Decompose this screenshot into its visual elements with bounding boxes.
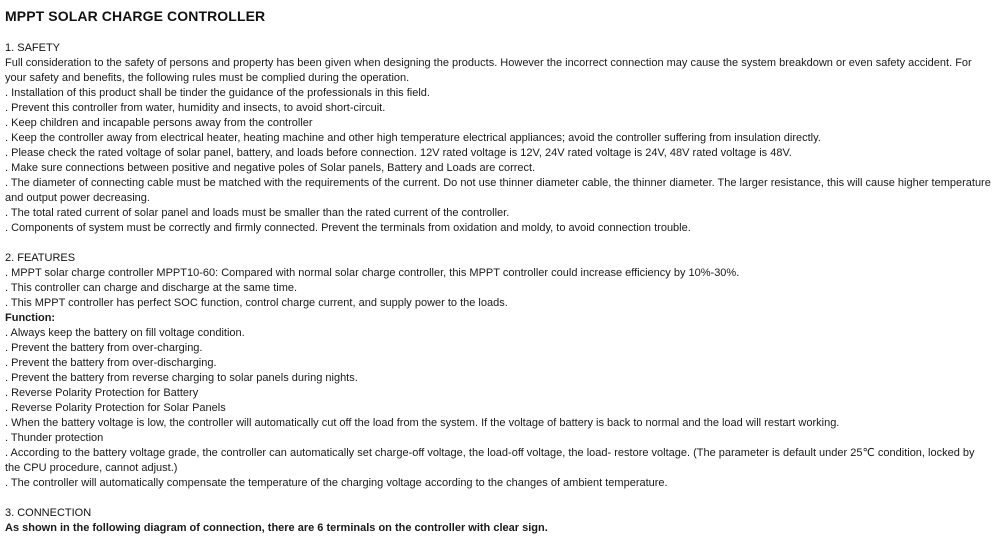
function-item: . According to the battery voltage grade, the controller can automatically set charge-off voltage, the load-off voltage, the load- restore voltage. (The parameter is default under 25℃ condition, locked by the CPU procedure, cannot adjust.) [5, 447, 975, 474]
section-gap [5, 236, 1000, 251]
safety-rule: . Please check the rated voltage of solar panel, battery, and loads before connection. 12V rated voltage is 12V, 24V rated voltage is 24V, 48V rated voltage is 48V. [5, 147, 792, 159]
section-gap [5, 491, 1000, 506]
function-item: . Reverse Polarity Protection for Solar Panels [5, 402, 226, 414]
function-item: . Prevent the battery from over-discharging. [5, 357, 217, 369]
safety-rule: . Make sure connections between positive and negative poles of Solar panels, Battery and Loads are correct. [5, 162, 536, 174]
safety-rule: . Keep the controller away from electrical heater, heating machine and other high temperature electrical appliances; avoid the controller suffering from insulation directly. [5, 132, 821, 144]
section-heading-features: 2. FEATURES [5, 252, 76, 264]
safety-intro: Full consideration to the safety of persons and property has been given when designing the products. However the incorrect connection may cause the system breakdown or even safety accident. For your safety and benefits, the following rules must be complied during the operation. [5, 57, 972, 84]
document-title: MPPT SOLAR CHARGE CONTROLLER [5, 8, 266, 24]
function-item: . Reverse Polarity Protection for Battery [5, 387, 199, 399]
section-features [5, 251, 1000, 491]
function-item: . When the battery voltage is low, the controller will automatically cut off the load from the system. If the voltage of battery is back to normal and the load will restart working. [5, 417, 840, 429]
function-item: . Prevent the battery from reverse charging to solar panels during nights. [5, 372, 358, 384]
safety-rule: . Prevent this controller from water, humidity and insects, to avoid short-circuit. [5, 102, 386, 114]
safety-rule: . The total rated current of solar panel and loads must be smaller than the rated current of the controller. [5, 207, 510, 219]
function-item: . Thunder protection [5, 432, 104, 444]
function-item: . The controller will automatically compensate the temperature of the charging voltage according to the changes of ambient temperature. [5, 477, 668, 489]
connection-text: As shown in the following diagram of connection, there are 6 terminals on the controller with clear sign. [5, 522, 548, 534]
safety-rule: . Keep children and incapable persons away from the controller [5, 117, 313, 129]
function-label: Function: [5, 312, 56, 324]
feature-item: . MPPT solar charge controller MPPT10-60: Compared with normal solar charge controller, this MPPT controller could increase efficiency by 10%-30%. [5, 267, 740, 279]
section-heading-safety: 1. SAFETY [5, 42, 61, 54]
section-safety [5, 41, 1000, 236]
section-connection [5, 506, 1000, 536]
safety-rule: . Components of system must be correctly and firmly connected. Prevent the terminals from oxidation and moldy, to avoid connection trouble. [5, 222, 691, 234]
section-heading-connection: 3. CONNECTION [5, 507, 92, 519]
safety-rule: . Installation of this product shall be tinder the guidance of the professionals in this field. [5, 87, 430, 99]
safety-rule: . The diameter of connecting cable must be matched with the requirements of the current. Do not use thinner diameter cable, the thinner diameter. The larger resistance, this will cause higher temperature and output power decreasing. [5, 177, 991, 204]
function-item: . Always keep the battery on fill voltage condition. [5, 327, 245, 339]
feature-item: . This controller can charge and discharge at the same time. [5, 282, 298, 294]
function-item: . Prevent the battery from over-charging. [5, 342, 203, 354]
feature-item: . This MPPT controller has perfect SOC function, control charge current, and supply power to the loads. [5, 297, 508, 309]
